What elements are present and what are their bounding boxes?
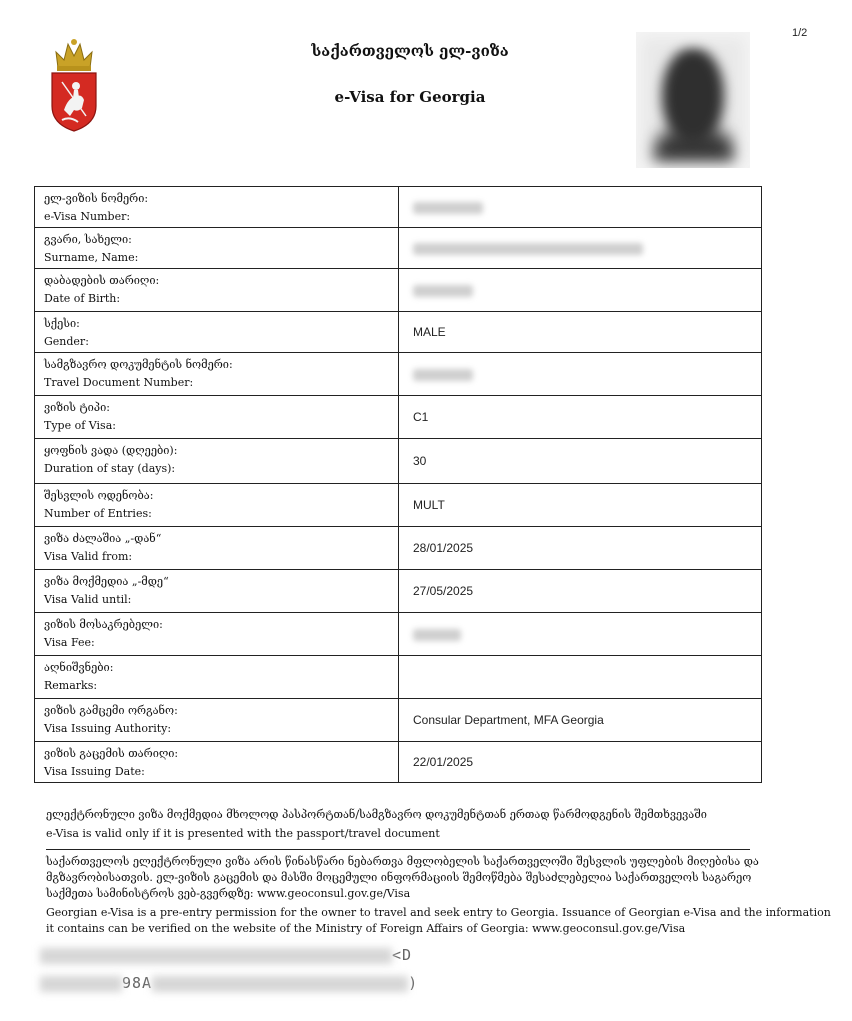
validity-note-english: e-Visa is valid only if it is presented with the passport/travel document: [46, 827, 440, 840]
field-label: [35, 613, 399, 656]
mrz-line-2-tail: ): [408, 974, 419, 992]
field-value: [399, 353, 762, 396]
field-label-english: e-Visa Number:: [44, 210, 131, 223]
field-label: [35, 656, 399, 699]
field-label-georgian: შესვლის ოდენობა:: [44, 489, 154, 502]
visa-row: [35, 742, 762, 783]
field-label: [35, 570, 399, 613]
field-value-text: 28/01/2025: [413, 541, 474, 555]
field-label: [35, 742, 399, 783]
visa-row: [35, 570, 762, 613]
field-label-english: Remarks:: [44, 679, 98, 692]
field-value: [399, 527, 762, 570]
field-value-text: Consular Department, MFA Georgia: [413, 713, 604, 727]
mrz-line-2-text: 98A: [122, 974, 153, 992]
field-label-english: Type of Visa:: [44, 419, 116, 432]
visa-row: [35, 699, 762, 742]
field-value: [399, 613, 762, 656]
field-label-english: Surname, Name:: [44, 251, 139, 264]
field-value: [399, 570, 762, 613]
redacted-value: [413, 629, 461, 641]
field-value: [399, 742, 762, 783]
field-value: [399, 312, 762, 353]
field-label-georgian: აღნიშვნები:: [44, 661, 114, 674]
field-label: [35, 228, 399, 269]
field-value: [399, 396, 762, 439]
field-label-georgian: ვიზა მოქმედია „-მდე“: [44, 575, 169, 588]
applicant-photo: [636, 32, 750, 168]
field-value: [399, 228, 762, 269]
field-value: [399, 187, 762, 228]
field-value-text: C1: [413, 410, 429, 424]
mrz-line-1-text: <D: [392, 946, 413, 964]
field-label-georgian: დაბადების თარიღი:: [44, 274, 160, 287]
visa-row: [35, 484, 762, 527]
document-title-georgian: საქართველოს ელ-ვიზა: [311, 42, 509, 60]
field-label: [35, 484, 399, 527]
field-value: [399, 484, 762, 527]
field-label-english: Visa Issuing Authority:: [44, 722, 172, 735]
document-title-english: e-Visa for Georgia: [334, 88, 486, 106]
field-label: [35, 312, 399, 353]
field-label-english: Date of Birth:: [44, 292, 121, 305]
redacted-value: [413, 202, 483, 214]
field-value: [399, 439, 762, 484]
redacted-value: [413, 243, 643, 255]
visa-row: [35, 353, 762, 396]
page-number: 1/2: [792, 27, 808, 39]
field-value-text: MALE: [413, 325, 446, 339]
visa-row: [35, 312, 762, 353]
visa-row: [35, 396, 762, 439]
info-georgian-line-2: მგზავრობისათვის. ელ-ვიზის გაცემის და მასში მოცემული ინფორმაციის შემოწმება შესაძლებელია საქართველოს საგარეო: [46, 871, 752, 884]
divider: [46, 849, 750, 850]
visa-row: [35, 228, 762, 269]
field-value: [399, 269, 762, 312]
info-georgian-line-1: საქართველოს ელექტრონული ვიზა არის წინასწარი ნებართვა მფლობელის საქართველოში შესვლის უფლების მიღებისა და: [46, 855, 759, 868]
field-label: [35, 353, 399, 396]
field-label-english: Duration of stay (days):: [44, 462, 176, 475]
field-value-text: 30: [413, 454, 427, 468]
georgia-coat-of-arms-icon: [48, 38, 100, 132]
visa-row: [35, 613, 762, 656]
visa-row: [35, 656, 762, 699]
field-label-english: Visa Issuing Date:: [44, 765, 145, 778]
visa-details-table: [34, 186, 762, 783]
visa-row: [35, 269, 762, 312]
field-label-english: Visa Valid until:: [44, 593, 132, 606]
field-label-english: Visa Fee:: [44, 636, 95, 649]
visa-row: [35, 439, 762, 484]
field-label-english: Visa Valid from:: [44, 550, 133, 563]
field-label-georgian: ვიზის მოსაკრებელი:: [44, 618, 163, 631]
field-label-georgian: ვიზის გამცემი ორგანო:: [44, 704, 178, 717]
validity-note-georgian: ელექტრონული ვიზა მოქმედია მხოლოდ პასპორტთან/სამგზავრო დოკუმენტთან ერთად წარმოდგენის შემთხვევაში: [46, 808, 707, 821]
field-value: [399, 699, 762, 742]
visa-row: [35, 527, 762, 570]
info-english-line-2: it contains can be verified on the website of the Ministry of Foreign Affairs of Georgia: www.geoconsul.gov.ge/Visa: [46, 922, 686, 935]
field-value: [399, 656, 762, 699]
visa-row: [35, 187, 762, 228]
field-label: [35, 439, 399, 484]
field-value-text: 22/01/2025: [413, 755, 474, 769]
field-value-text: 27/05/2025: [413, 584, 474, 598]
field-label-georgian: ვიზის გაცემის თარიღი:: [44, 747, 179, 760]
info-georgian-line-3: საქმეთა სამინისტროს ვებ-გვერდზე: www.geoconsul.gov.ge/Visa: [46, 887, 411, 900]
field-label-english: Travel Document Number:: [44, 376, 194, 389]
info-english-line-1: Georgian e-Visa is a pre-entry permission for the owner to travel and seek entry to Georgia. Issuance of Georgian e-Visa and the information: [46, 906, 831, 919]
mrz-line-2: [40, 974, 418, 992]
field-label: [35, 187, 399, 228]
field-label: [35, 527, 399, 570]
field-label-georgian: ელ-ვიზის ნომერი:: [44, 192, 149, 205]
field-label-english: Gender:: [44, 335, 89, 348]
field-label-georgian: ვიზა ძალაშია „-დან“: [44, 532, 162, 545]
field-label: [35, 699, 399, 742]
redacted-value: [413, 285, 473, 297]
field-label-georgian: სქესი:: [44, 317, 80, 330]
field-label-english: Number of Entries:: [44, 507, 152, 520]
field-label-georgian: სამგზავრო დოკუმენტის ნომერი:: [44, 358, 233, 371]
field-value-text: MULT: [413, 498, 445, 512]
field-label-georgian: ყოფნის ვადა (დღეები):: [44, 444, 178, 457]
field-label: [35, 396, 399, 439]
field-label: [35, 269, 399, 312]
mrz-line-1: [40, 946, 412, 964]
redacted-value: [413, 369, 473, 381]
field-label-georgian: ვიზის ტიპი:: [44, 401, 110, 414]
field-label-georgian: გვარი, სახელი:: [44, 233, 132, 246]
